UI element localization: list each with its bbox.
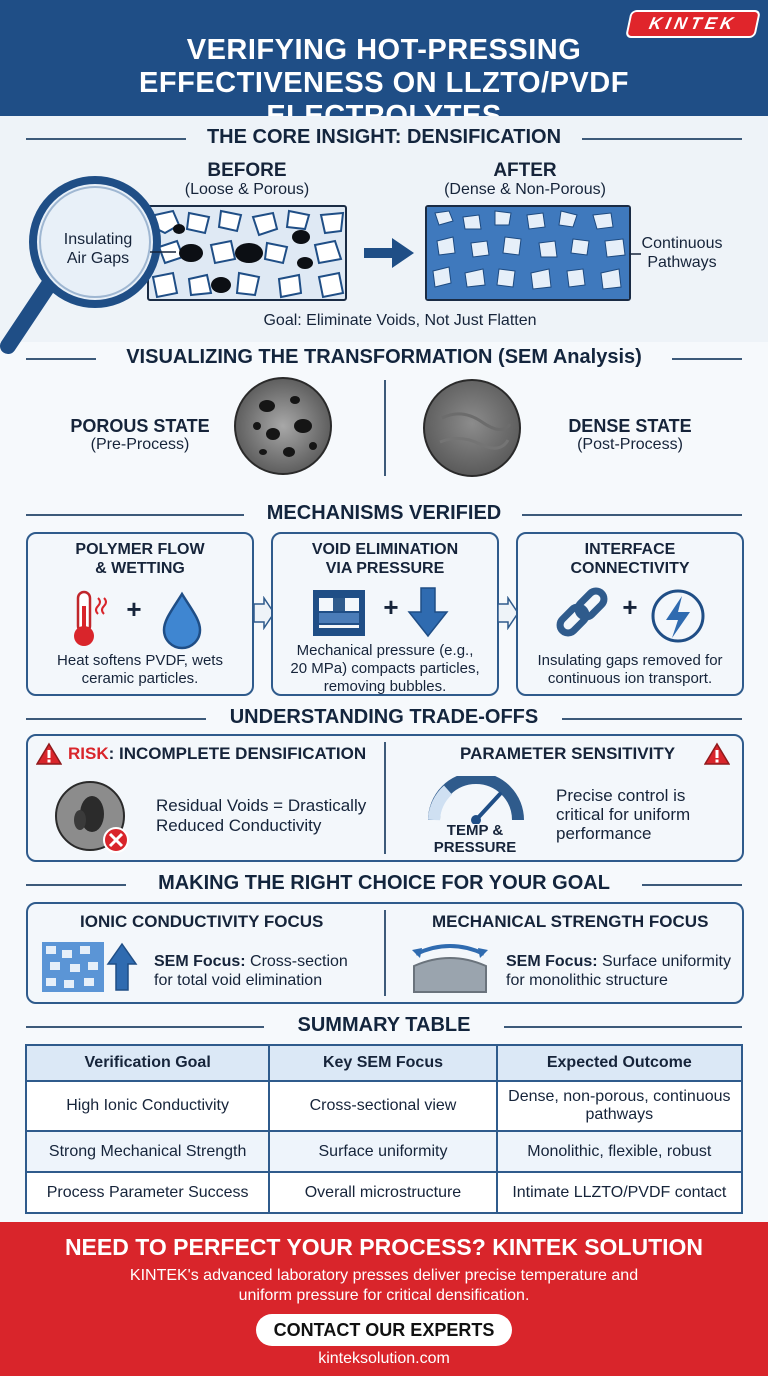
table-row bbox=[26, 1131, 742, 1172]
flexible-layer-icon bbox=[410, 940, 490, 996]
after-title: AFTER bbox=[493, 160, 557, 181]
summary-table bbox=[25, 1044, 743, 1214]
param-text: Precise control is critical for uniform performance bbox=[556, 786, 691, 843]
table-cell: Dense, non-porous, continuous pathways bbox=[497, 1081, 742, 1131]
table-cell: Cross-sectional view bbox=[269, 1081, 496, 1131]
goal-text: Goal: Eliminate Voids, Not Just Flatten bbox=[263, 312, 537, 329]
core-insight-title: THE CORE INSIGHT: DENSIFICATION bbox=[206, 126, 562, 148]
porous-sem-image bbox=[233, 376, 333, 476]
table-header-row bbox=[26, 1045, 742, 1081]
ionic-focus-title: IONIC CONDUCTIVITY FOCUS bbox=[80, 912, 324, 931]
press-icon bbox=[313, 590, 365, 636]
title-line-1: VERIFYING HOT-PRESSING bbox=[186, 34, 582, 66]
table-cell: High Ionic Conductivity bbox=[26, 1081, 269, 1131]
dense-state-subtitle: (Post-Process) bbox=[577, 436, 683, 453]
title-line-2: EFFECTIVENESS ON LLZTO/PVDF bbox=[139, 67, 629, 99]
before-title: BEFORE bbox=[207, 160, 287, 181]
after-microstructure bbox=[425, 205, 631, 301]
after-subtitle: (Dense & Non-Porous) bbox=[444, 181, 606, 198]
plus-sign: + bbox=[622, 592, 638, 622]
contact-experts-button[interactable]: CONTACT OUR EXPERTS bbox=[256, 1314, 512, 1346]
gauge-icon bbox=[428, 776, 524, 824]
dense-state-title: DENSE STATE bbox=[568, 416, 692, 436]
risk-title: RISK: INCOMPLETE DENSIFICATION bbox=[68, 744, 367, 763]
residual-void-image bbox=[50, 780, 136, 856]
table-row bbox=[26, 1081, 742, 1131]
dense-particles-icon bbox=[42, 942, 142, 992]
plus-sign: + bbox=[126, 594, 142, 624]
mechanisms-title: MECHANISMS VERIFIED bbox=[266, 502, 502, 524]
warning-icon bbox=[704, 742, 730, 766]
summary-title: SUMMARY TABLE bbox=[297, 1014, 471, 1036]
choice-title: MAKING THE RIGHT CHOICE FOR YOUR GOAL bbox=[158, 872, 610, 894]
cta-banner bbox=[0, 1222, 768, 1376]
mechanism-card-interface-connectivity: INTERFACE CONNECTIVITY + Insulating gaps removed for continuous ion transport. bbox=[516, 532, 744, 696]
mechanism-card-polymer-flow: POLYMER FLOW & WETTING + Heat softens PVDF, wets ceramic particles. bbox=[26, 532, 254, 696]
gauge-label: TEMP & PRESSURE bbox=[433, 822, 517, 856]
warning-icon bbox=[36, 742, 62, 766]
risk-text: Residual Voids = Drastically Reduced Conductivity bbox=[156, 796, 367, 835]
table-header: Expected Outcome bbox=[497, 1045, 742, 1081]
tradeoffs-title: UNDERSTANDING TRADE-OFFS bbox=[229, 706, 539, 728]
table-header: Verification Goal bbox=[26, 1045, 269, 1081]
sem-title: VISUALIZING THE TRANSFORMATION (SEM Analysis) bbox=[126, 346, 642, 368]
insulating-air-gaps-label: Insulating Air Gaps bbox=[63, 231, 133, 267]
tradeoffs-card bbox=[26, 734, 744, 862]
table-cell: Overall microstructure bbox=[269, 1172, 496, 1213]
error-x-icon bbox=[104, 828, 128, 852]
thermometer-icon bbox=[74, 592, 106, 646]
cta-title: NEED TO PERFECT YOUR PROCESS? KINTEK SOLUTION bbox=[64, 1234, 704, 1260]
table-cell: Surface uniformity bbox=[269, 1131, 496, 1172]
arrow-right-icon bbox=[362, 236, 416, 270]
lightning-icon bbox=[653, 591, 703, 641]
continuous-pathways-label: Continuous Pathways bbox=[641, 235, 723, 271]
mechanical-focus-title: MECHANICAL STRENGTH FOCUS bbox=[432, 912, 709, 931]
choice-card bbox=[26, 902, 744, 1004]
table-row bbox=[26, 1172, 742, 1213]
mechanical-focus-text: SEM Focus: Surface uniformity for monolithic structure bbox=[506, 953, 731, 989]
before-subtitle: (Loose & Porous) bbox=[184, 181, 310, 198]
table-cell: Strong Mechanical Strength bbox=[26, 1131, 269, 1172]
arrow-down-icon bbox=[409, 588, 447, 636]
table-cell: Monolithic, flexible, robust bbox=[497, 1131, 742, 1172]
cta-text: KINTEK's advanced laboratory presses deliver precise temperature and uniform pressure for critical densification. bbox=[129, 1267, 639, 1304]
table-cell: Process Parameter Success bbox=[26, 1172, 269, 1213]
droplet-icon bbox=[164, 594, 200, 648]
param-sensitivity-title: PARAMETER SENSITIVITY bbox=[460, 744, 676, 763]
table-cell: Intimate LLZTO/PVDF contact bbox=[497, 1172, 742, 1213]
plus-sign: + bbox=[383, 592, 399, 622]
porous-state-subtitle: (Pre-Process) bbox=[90, 436, 190, 453]
ionic-focus-text: SEM Focus: Cross-section for total void elimination bbox=[154, 953, 348, 989]
porous-state-title: POROUS STATE bbox=[70, 416, 210, 436]
table-header: Key SEM Focus bbox=[269, 1045, 496, 1081]
link-icon bbox=[557, 588, 608, 637]
mechanism-card-void-elimination: VOID ELIMINATION VIA PRESSURE + Mechanical pressure (e.g., 20 MPa) compacts particles, removing bubbles. bbox=[271, 532, 499, 696]
dense-sem-image bbox=[422, 378, 522, 478]
kintek-logo: KINTEK bbox=[625, 10, 761, 38]
cta-url[interactable]: kinteksolution.com bbox=[318, 1350, 450, 1367]
